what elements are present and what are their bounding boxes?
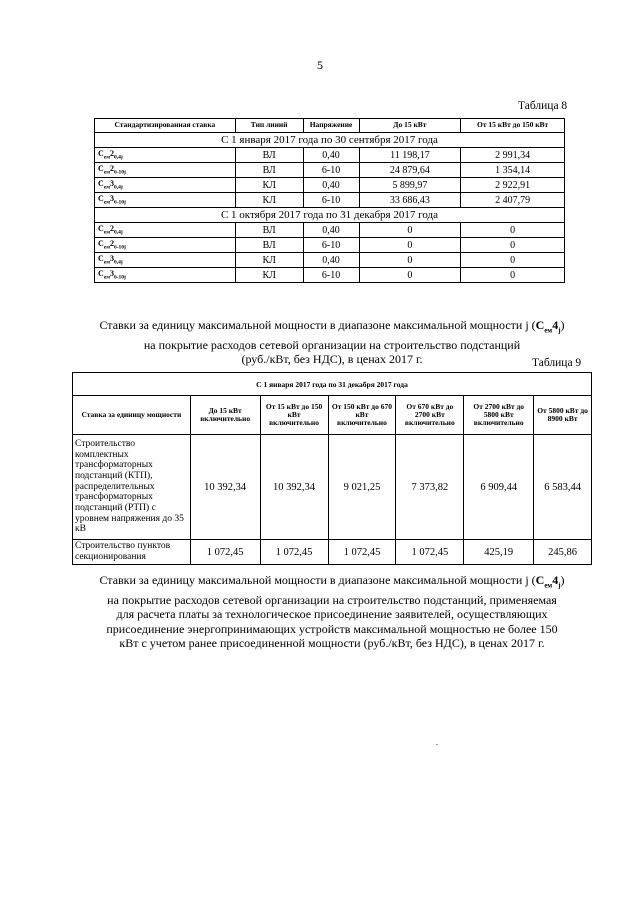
cell: 6 909,44: [464, 435, 534, 540]
line-type-cell: ВЛ: [235, 148, 303, 163]
table-row: [73, 540, 592, 565]
cell: 6 583,44: [534, 435, 592, 540]
value-cell: 0: [359, 238, 461, 253]
rate-cell: $C_{ем}3_{6-10j}$: [95, 193, 236, 208]
table9-period-row: [73, 373, 592, 396]
value-cell: 0: [461, 223, 565, 238]
table9-header: До 15 кВт включительно: [190, 396, 260, 435]
table9-header: От 5800 кВт до 8900 кВт: [534, 396, 592, 435]
table9-header: От 2700 кВт до 5800 кВт включительно: [464, 396, 534, 435]
table8-header-row: [95, 119, 565, 133]
cell: 245,86: [534, 540, 592, 565]
cell: 1 072,45: [260, 540, 328, 565]
table8-period: С 1 января 2017 года по 30 сентября 2017 года: [95, 133, 565, 148]
value-cell: 2 922,91: [461, 178, 565, 193]
table9-header-row: [73, 396, 592, 435]
rate-cell: $C_{ем}2_{0,4j}$: [95, 148, 236, 163]
voltage-cell: 0,40: [303, 223, 359, 238]
voltage-cell: 6-10: [303, 193, 359, 208]
value-cell: 33 686,43: [359, 193, 461, 208]
table8-header: Тип линий: [235, 119, 303, 133]
value-cell: 24 879,64: [359, 163, 461, 178]
table9-header: От 670 кВт до 2700 кВт включительно: [396, 396, 464, 435]
table8-header: До 15 кВт: [359, 119, 461, 133]
table-9: [72, 372, 592, 565]
cell: 425,19: [464, 540, 534, 565]
table8-header: От 15 кВт до 150 кВт: [461, 119, 565, 133]
rate-cell: $C_{ем}2_{0,4j}$: [95, 223, 236, 238]
cell: 10 392,34: [190, 435, 260, 540]
cell: 9 021,25: [328, 435, 396, 540]
table9-header: От 15 кВт до 150 кВт включительно: [260, 396, 328, 435]
voltage-cell: 0,40: [303, 178, 359, 193]
table-row: [95, 148, 565, 163]
heading-line: Ставки за единицу максимальной мощности в диапазоне максимальной мощности j $(C_{ем}4_j)$: [99, 318, 565, 335]
table8-header: Стандартизированная ставка: [95, 119, 236, 133]
value-cell: 2 407,79: [461, 193, 565, 208]
voltage-cell: 0,40: [303, 253, 359, 268]
table8-period: С 1 октября 2017 года по 31 декабря 2017 года: [95, 208, 565, 223]
table8-period-row: [95, 208, 565, 223]
heading-line: для расчета платы за технологическое присоединение заявителей, осуществляющих: [116, 607, 548, 622]
rate-cell: $C_{ем}3_{6-10j}$: [95, 268, 236, 283]
table10-heading: [72, 573, 592, 651]
table-8: [94, 118, 565, 283]
heading-line: на покрытие расходов сетевой организации на строительство подстанций: [143, 337, 521, 352]
voltage-cell: 6-10: [303, 268, 359, 283]
rate-cell: $C_{ем}2_{6-10j}$: [95, 163, 236, 178]
line-type-cell: КЛ: [235, 268, 303, 283]
table-row: [73, 435, 592, 540]
value-cell: 5 899,97: [359, 178, 461, 193]
table-row: [95, 238, 565, 253]
page-number: 5: [317, 58, 323, 72]
heading-line: на покрытие расходов сетевой организации на строительство подстанций, применяемая: [107, 592, 557, 607]
value-cell: 0: [359, 268, 461, 283]
voltage-cell: 0,40: [303, 148, 359, 163]
value-cell: 0: [359, 253, 461, 268]
value-cell: 1 354,14: [461, 163, 565, 178]
cell: 1 072,45: [396, 540, 464, 565]
rate-cell: $C_{ем}3_{0,4j}$: [95, 253, 236, 268]
value-cell: 0: [461, 268, 565, 283]
table9-header: От 150 кВт до 670 кВт включительно: [328, 396, 396, 435]
scan-speck: [436, 744, 438, 745]
rate-cell: $C_{ем}2_{6-10j}$: [95, 238, 236, 253]
value-cell: 11 198,17: [359, 148, 461, 163]
table8-period-row: [95, 133, 565, 148]
table9-heading: [72, 318, 592, 367]
table9-caption: Таблица 9: [532, 357, 582, 369]
cell: 1 072,45: [190, 540, 260, 565]
cell: 10 392,34: [260, 435, 328, 540]
table-row: [95, 268, 565, 283]
cell: 7 373,82: [396, 435, 464, 540]
line-type-cell: КЛ: [235, 178, 303, 193]
table8-header: Напряжение: [303, 119, 359, 133]
table9-header: Ставка за единицу мощности: [73, 396, 191, 435]
line-type-cell: ВЛ: [235, 163, 303, 178]
table-row: [95, 163, 565, 178]
voltage-cell: 6-10: [303, 163, 359, 178]
line-type-cell: КЛ: [235, 253, 303, 268]
table-row: [95, 178, 565, 193]
table-row: [95, 223, 565, 238]
heading-line: присоединение энергопринимающих устройств максимальной мощностью не более 150: [106, 621, 558, 636]
heading-line: (руб./кВт, без НДС), в ценах 2017 г.: [241, 352, 423, 367]
table8-caption: Таблица 8: [518, 100, 568, 112]
line-type-cell: ВЛ: [235, 223, 303, 238]
row-label: Строительство пунктов секционирования: [73, 540, 191, 565]
voltage-cell: 6-10: [303, 238, 359, 253]
value-cell: 0: [461, 238, 565, 253]
line-type-cell: ВЛ: [235, 238, 303, 253]
rate-cell: $C_{ем}3_{0,4j}$: [95, 178, 236, 193]
value-cell: 0: [461, 253, 565, 268]
line-type-cell: КЛ: [235, 193, 303, 208]
value-cell: 0: [359, 223, 461, 238]
table-row: [95, 193, 565, 208]
cell: 1 072,45: [328, 540, 396, 565]
heading-line: Ставки за единицу максимальной мощности в диапазоне максимальной мощности j $(C_{ем}4_j)$: [99, 573, 565, 590]
value-cell: 2 991,34: [461, 148, 565, 163]
heading-line: кВт с учетом ранее присоединенной мощности (руб./кВт, без НДС), в ценах 2017 г.: [119, 636, 545, 651]
table-row: [95, 253, 565, 268]
row-label: Строительство комплектных трансформаторных подстанций (КТП), распределительных трансформаторных подстанций (РТП) с уровнем напряжения до 35 кВ: [73, 435, 191, 540]
table9-period: С 1 января 2017 года по 31 декабря 2017 года: [73, 373, 592, 396]
